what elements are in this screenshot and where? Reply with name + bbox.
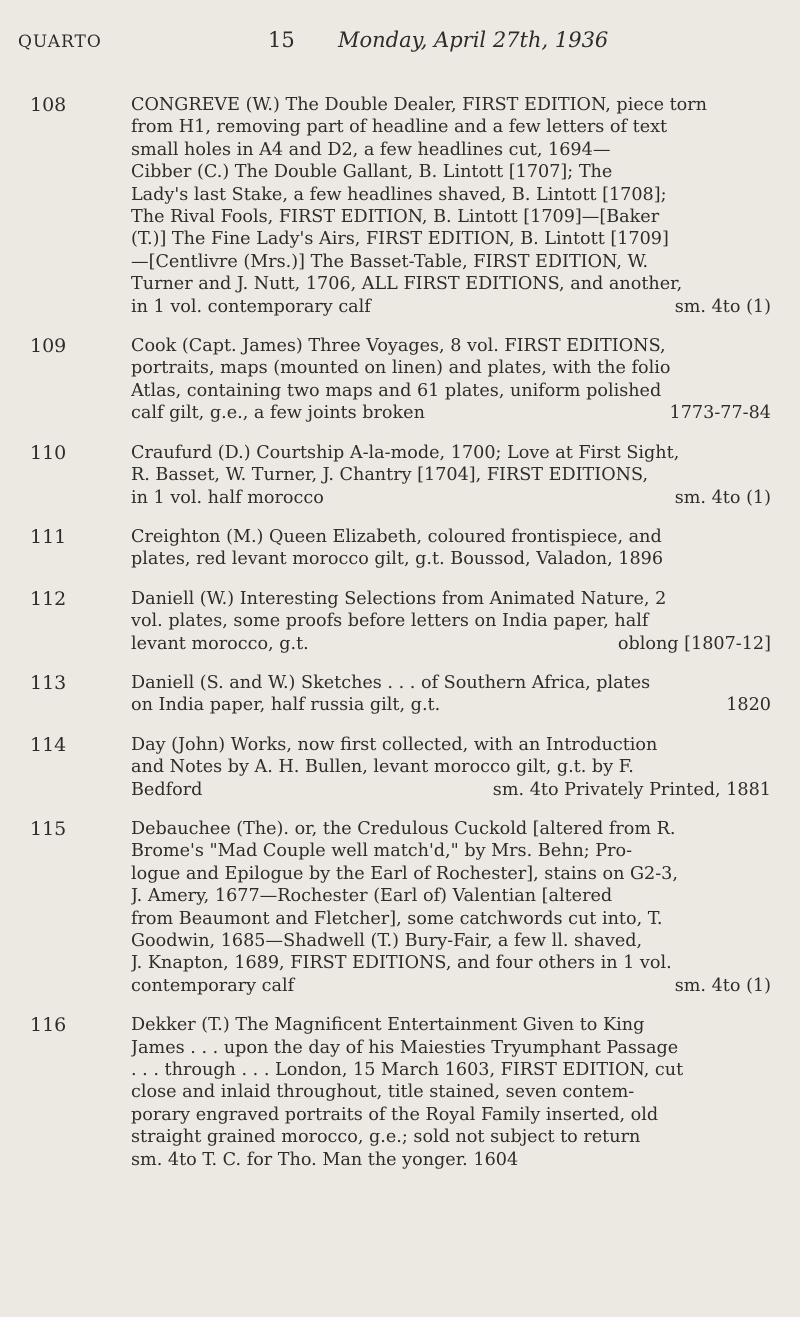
lot-description	[131, 94, 771, 318]
description-line: close and inlaid throughout, title stained, seven contem-	[131, 1082, 635, 1103]
lot-number: 116	[30, 1014, 67, 1037]
lot-description	[131, 734, 771, 801]
description-line: Creighton (M.) Queen Elizabeth, coloured frontispiece, and	[131, 526, 662, 547]
description-line: portraits, maps (mounted on linen) and plates, with the folio	[131, 358, 671, 379]
description-line: Goodwin, 1685—Shadwell (T.) Bury-Fair, a few ll. shaved,	[131, 931, 643, 951]
lot-description	[131, 588, 771, 655]
description-line: Lady's last Stake, a few headlines shaved, B. Lintott [1708];	[131, 184, 667, 205]
lot-number: 108	[30, 94, 67, 116]
lot-number: 113	[30, 671, 67, 694]
lot-entry	[0, 672, 800, 717]
description-line: J. Amery, 1677—Rochester (Earl of) Valentian [altered	[131, 886, 613, 907]
description-line: small holes in A4 and D2, a few headlines cut, 1694—	[131, 139, 611, 160]
lot-format: sm. 4to (1)	[674, 487, 771, 508]
description-line: Day (John) Works, now first collected, with an Introduction	[131, 734, 658, 755]
description-line: levant morocco, g.t. oblong [1807-12]	[131, 633, 771, 654]
description-line: Cook (Capt. James) Three Voyages, 8 vol. FIRST EDITIONS,	[131, 336, 666, 357]
lot-description	[131, 442, 771, 509]
lot-entry	[0, 818, 800, 997]
description-line: plates, red levant morocco gilt, g.t. Boussod, Valadon, 1896	[131, 549, 664, 570]
description-line: The Rival Fools, FIRST EDITION, B. Lintott [1709]—[Baker	[131, 207, 660, 228]
lot-description	[131, 672, 771, 717]
description-line: in 1 vol. half morocco sm. 4to (1)	[131, 487, 771, 508]
page-number: 15	[268, 28, 295, 52]
lot-number: 110	[30, 441, 67, 464]
lot-list	[0, 94, 800, 1188]
description-line: Craufurd (D.) Courtship A-la-mode, 1700; Love at First Sight,	[131, 442, 680, 463]
lot-entry	[0, 526, 800, 571]
description-line: calf gilt, g.e., a few joints broken 1773-77-84	[131, 403, 771, 424]
lot-format: 1773-77-84	[669, 403, 771, 424]
lot-description	[131, 335, 771, 425]
description-line: in 1 vol. contemporary calf sm. 4to (1)	[131, 296, 771, 317]
description-line: —[Centlivre (Mrs.)] The Basset-Table, FIRST EDITION, W.	[131, 251, 649, 272]
lot-format: 1820	[726, 695, 771, 716]
lot-entry	[0, 588, 800, 655]
description-line: vol. plates, some proofs before letters on India paper, half	[131, 611, 649, 632]
lot-entry	[0, 94, 800, 318]
lot-format: sm. 4to Privately Printed, 1881	[492, 779, 771, 800]
lot-format: sm. 4to (1)	[674, 975, 771, 996]
sale-date: Monday, April 27th, 1936	[338, 28, 609, 52]
publisher-name: QUARTO	[18, 32, 102, 52]
description-line: . . . through . . . London, 15 March 1603, FIRST EDITION, cut	[131, 1060, 684, 1081]
description-line: contemporary calf sm. 4to (1)	[131, 975, 771, 996]
description-line: and Notes by A. H. Bullen, levant morocco gilt, g.t. by F.	[131, 757, 634, 778]
description-line: Bedford sm. 4to Privately Printed, 1881	[131, 779, 771, 800]
description-line: logue and Epilogue by the Earl of Rochester], stains on G2-3,	[131, 863, 678, 884]
lot-entry	[0, 335, 800, 425]
description-line: on India paper, half russia gilt, g.t. 1820	[131, 695, 771, 716]
description-line: porary engraved portraits of the Royal Family inserted, old	[131, 1104, 659, 1125]
description-line: straight grained morocco, g.e.; sold not subject to return	[131, 1127, 641, 1148]
description-line: (T.)] The Fine Lady's Airs, FIRST EDITION, B. Lintott [1709]	[131, 229, 669, 250]
lot-entry	[0, 1014, 800, 1171]
lot-format: sm. 4to (1)	[674, 296, 771, 317]
description-line: from Beaumont and Fletcher], some catchwords cut into, T.	[131, 908, 663, 929]
description-line: CONGREVE (W.) The Double Dealer, FIRST EDITION, piece torn	[131, 95, 707, 115]
description-line: Turner and J. Nutt, 1706, ALL FIRST EDITIONS, and another,	[131, 274, 683, 295]
lot-format: oblong [1807-12]	[617, 633, 771, 654]
lot-number: 109	[30, 335, 67, 358]
page-header	[18, 28, 778, 58]
description-line: Cibber (C.) The Double Gallant, B. Lintott [1707]; The	[131, 162, 613, 183]
description-line: James . . . upon the day of his Maiesties Tryumphant Passage	[131, 1037, 679, 1058]
description-line: R. Basset, W. Turner, J. Chantry [1704], FIRST EDITIONS,	[131, 465, 649, 486]
lot-entry	[0, 442, 800, 509]
lot-description	[131, 818, 771, 997]
lot-number: 111	[30, 525, 67, 548]
lot-description	[131, 526, 771, 571]
description-line: Atlas, containing two maps and 61 plates, uniform polished	[131, 380, 662, 401]
description-line: Brome's "Mad Couple well match'd," by Mrs. Behn; Pro-	[131, 841, 633, 862]
lot-description	[131, 1014, 771, 1171]
description-line: from H1, removing part of headline and a few letters of text	[131, 117, 668, 138]
lot-entry	[0, 734, 800, 801]
description-line: Dekker (T.) The Magnificent Entertainment Given to King	[131, 1015, 645, 1036]
description-line: Daniell (W.) Interesting Selections from Animated Nature, 2	[131, 588, 667, 609]
description-line: Daniell (S. and W.) Sketches . . . of Southern Africa, plates	[131, 672, 651, 693]
description-line: Debauchee (The). or, the Credulous Cuckold [altered from R.	[131, 818, 676, 839]
lot-number: 115	[30, 817, 67, 840]
lot-number: 112	[30, 587, 67, 610]
lot-number: 114	[30, 733, 67, 756]
description-line: sm. 4to T. C. for Tho. Man the yonger. 1604	[131, 1149, 519, 1170]
description-line: J. Knapton, 1689, FIRST EDITIONS, and four others in 1 vol.	[131, 953, 672, 974]
